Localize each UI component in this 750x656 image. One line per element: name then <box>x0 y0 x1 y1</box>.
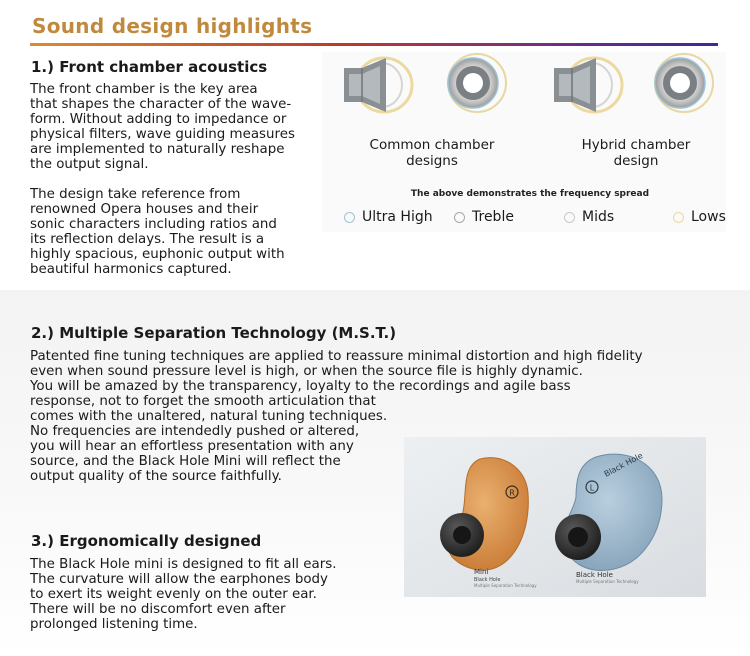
section1-paragraph-2: The design take reference from renowned Opera houses and their sonic characters including ratios and its reflection delays. The result is a highly spacious, euphonic output with beautiful harmonics captured. <box>30 187 285 277</box>
common-chamber-caption: Common chamber designs <box>369 137 495 169</box>
hybrid-chamber-side-view <box>554 58 622 112</box>
product-photo <box>404 437 706 597</box>
left-product-brand: Black Hole <box>474 577 501 583</box>
mids-circle-icon <box>564 212 575 223</box>
section2-heading: 2.) Multiple Separation Technology (M.S.T.) <box>31 324 397 342</box>
title-divider <box>30 43 718 46</box>
section1-heading: 1.) Front chamber acoustics <box>31 58 268 76</box>
hybrid-chamber-front-view <box>655 54 713 112</box>
left-product-name: Mini <box>474 568 489 576</box>
legend-treble <box>454 209 514 225</box>
common-chamber-front-view <box>448 54 506 112</box>
legend-lows <box>673 209 726 225</box>
left-shell-badge: R <box>509 488 515 498</box>
section1-paragraph-1: The front chamber is the key area that shapes the character of the wave- form. Without adding to impedance or physical filters, wave guiding measures are implemented to naturally reshape the output signal. <box>30 82 295 172</box>
legend-label: Lows <box>691 209 726 225</box>
page-title: Sound design highlights <box>32 14 313 38</box>
right-shell-text: Black Hole <box>602 450 645 479</box>
left-product-tagline: Multiple Separation Technology <box>474 583 537 588</box>
ultra-high-circle-icon <box>344 212 355 223</box>
earphones-illustration <box>404 437 706 597</box>
legend-label: Ultra High <box>362 209 433 225</box>
legend-label: Mids <box>582 209 615 225</box>
treble-circle-icon <box>454 212 465 223</box>
lows-circle-icon <box>673 212 684 223</box>
legend-mids <box>564 209 614 225</box>
right-shell-badge: L <box>589 483 595 493</box>
section3-paragraph: The Black Hole mini is designed to fit all ears. The curvature will allow the earphones body to exert its weight evenly on the outer ear. There will be no discomfort even after prolonged listening time. <box>30 557 337 632</box>
common-chamber-side-view <box>344 58 412 112</box>
section2-paragraph: Patented fine tuning techniques are applied to reassure minimal distortion and high fidelity even when sound pressure level is high, or when the source file is highly dynamic. You will be amazed by the transparency, loyalty to the recordings and agile bass response, not to forget the smooth articulation that comes with the unaltered, natural tuning techniques. No frequencies are intendedly pushed or altered, you will hear an effortless presentation with any source, and the Black Hole Mini will reflect the output quality of the source faithfully. <box>30 349 643 484</box>
section3-heading: 3.) Ergonomically designed <box>31 532 262 550</box>
legend-label: Treble <box>472 209 514 225</box>
right-product-tagline: Multiple Separation Technology <box>576 579 639 584</box>
hybrid-chamber-caption: Hybrid chamber design <box>581 137 691 169</box>
right-product-name: Black Hole <box>576 571 613 579</box>
legend-ultra-high <box>344 209 433 225</box>
frequency-spread-note: The above demonstrates the frequency spread <box>410 189 650 199</box>
